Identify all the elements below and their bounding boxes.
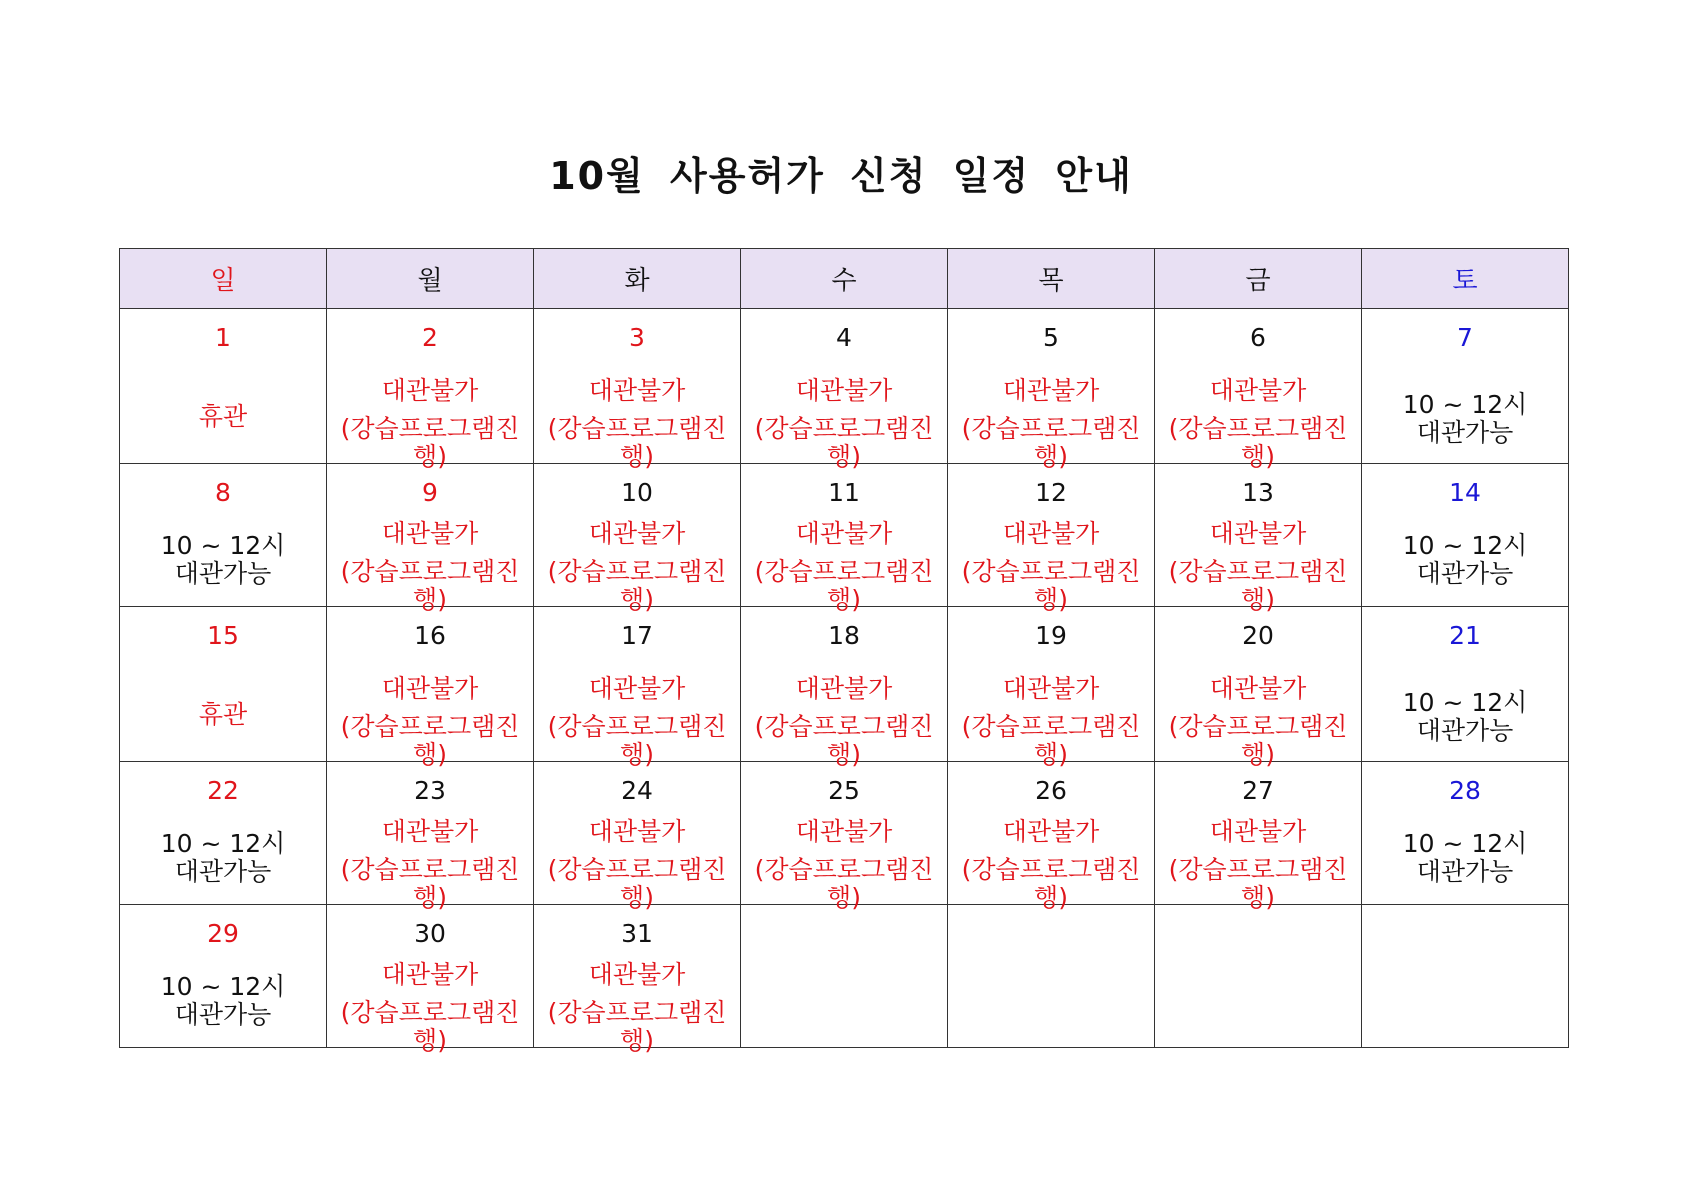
blocked-status (741, 520, 947, 614)
day-number: 25 (828, 776, 860, 805)
day-number: 10 (621, 478, 653, 507)
status-line2: 대관가능 (1416, 559, 1514, 588)
day-cell (741, 762, 948, 912)
week-row-1 (120, 309, 1569, 464)
status-line1: 대관불가 (588, 674, 686, 703)
available-status (120, 830, 326, 886)
day-cell (120, 762, 327, 905)
blocked-status (327, 520, 533, 614)
day-number: 30 (414, 919, 446, 948)
status-line1: 대관불가 (588, 960, 686, 989)
status-line2: 대관가능 (174, 857, 272, 886)
day-cell (948, 464, 1155, 614)
blocked-status (1155, 377, 1361, 471)
available-status (120, 973, 326, 1029)
status-line2: (강습프로그램진행) (1168, 855, 1348, 912)
status-line2: (강습프로그램진행) (547, 855, 727, 912)
available-status (1362, 830, 1568, 886)
status-line2: (강습프로그램진행) (547, 712, 727, 769)
status-line1: 10 ~ 12시 (1402, 531, 1528, 560)
status-line2: 대관가능 (1416, 418, 1514, 447)
day-cell (741, 464, 948, 614)
day-cell (327, 762, 534, 912)
page-title: 10월 사용허가 신청 일정 안내 (549, 154, 1133, 198)
day-number: 11 (828, 478, 860, 507)
available-status (1362, 391, 1568, 447)
week-row-3 (120, 607, 1569, 762)
status-line2: (강습프로그램진행) (340, 855, 520, 912)
status-line2: (강습프로그램진행) (754, 712, 934, 769)
status-line1: 대관불가 (381, 519, 479, 548)
day-number: 28 (1449, 776, 1481, 805)
status-line2: (강습프로그램진행) (961, 712, 1141, 769)
status-line2: (강습프로그램진행) (754, 557, 934, 614)
blocked-status (741, 818, 947, 912)
day-cell (327, 464, 534, 614)
day-number: 20 (1242, 621, 1274, 650)
day-number: 15 (207, 621, 239, 650)
week-row-2 (120, 464, 1569, 607)
day-number: 17 (621, 621, 653, 650)
day-number: 2 (422, 323, 438, 352)
available-status (1362, 532, 1568, 588)
status-line1: 대관불가 (795, 376, 893, 405)
status-line2: (강습프로그램진행) (754, 414, 934, 471)
day-cell (120, 905, 327, 1048)
day-cell (948, 762, 1155, 912)
blocked-status (327, 818, 533, 912)
status-line1: 대관불가 (795, 674, 893, 703)
empty-day-cell (948, 905, 1155, 1048)
weekday-header-tue: 화 (534, 249, 741, 309)
status-line2: 대관가능 (174, 559, 272, 588)
day-cell (327, 905, 534, 1055)
day-number: 8 (215, 478, 231, 507)
status-line1: 10 ~ 12시 (160, 972, 286, 1001)
day-cell (948, 607, 1155, 769)
day-number: 4 (836, 323, 852, 352)
blocked-status (534, 818, 740, 912)
day-number: 26 (1035, 776, 1067, 805)
status-line1: 대관불가 (381, 817, 479, 846)
status-line2: 대관가능 (1416, 857, 1514, 886)
status-line2: 대관가능 (174, 1000, 272, 1029)
blocked-status (534, 377, 740, 471)
day-cell (1155, 309, 1362, 471)
day-cell (534, 762, 741, 912)
status-line2: 대관가능 (1416, 716, 1514, 745)
blocked-status (327, 675, 533, 769)
day-cell (948, 309, 1155, 471)
status-line2: (강습프로그램진행) (547, 414, 727, 471)
day-cell (120, 607, 327, 762)
day-cell (1155, 762, 1362, 912)
weekday-header-sun: 일 (120, 249, 327, 309)
day-cell (120, 464, 327, 607)
status-line2: (강습프로그램진행) (754, 855, 934, 912)
day-number: 16 (414, 621, 446, 650)
day-number: 31 (621, 919, 653, 948)
status-line1: 대관불가 (588, 376, 686, 405)
blocked-status (1155, 818, 1361, 912)
closed-status: 휴관 (198, 700, 248, 729)
status-line2: (강습프로그램진행) (961, 855, 1141, 912)
day-cell (534, 905, 741, 1055)
blocked-status (948, 377, 1154, 471)
day-number: 18 (828, 621, 860, 650)
week-row-5 (120, 905, 1569, 1048)
day-number: 12 (1035, 478, 1067, 507)
day-cell (534, 464, 741, 614)
day-number: 5 (1043, 323, 1059, 352)
status-line1: 대관불가 (1209, 674, 1307, 703)
day-cell (1362, 309, 1569, 464)
day-cell (1155, 607, 1362, 769)
day-cell (741, 309, 948, 471)
status-line1: 대관불가 (588, 817, 686, 846)
blocked-status (534, 520, 740, 614)
empty-day-cell (1362, 905, 1569, 1048)
status-line2: (강습프로그램진행) (961, 414, 1141, 471)
status-line1: 대관불가 (381, 960, 479, 989)
day-number: 23 (414, 776, 446, 805)
blocked-status (1155, 675, 1361, 769)
status-line2: (강습프로그램진행) (340, 414, 520, 471)
day-cell (120, 309, 327, 464)
status-line1: 대관불가 (1002, 376, 1100, 405)
day-cell (327, 607, 534, 769)
status-line2: (강습프로그램진행) (1168, 557, 1348, 614)
day-number: 29 (207, 919, 239, 948)
day-cell (1362, 762, 1569, 905)
status-line2: (강습프로그램진행) (547, 557, 727, 614)
day-number: 22 (207, 776, 239, 805)
status-line2: (강습프로그램진행) (1168, 712, 1348, 769)
day-cell (1362, 464, 1569, 607)
status-line1: 10 ~ 12시 (160, 829, 286, 858)
weekday-header-wed: 수 (741, 249, 948, 309)
status-line1: 대관불가 (588, 519, 686, 548)
available-status (1362, 689, 1568, 745)
blocked-status (1155, 520, 1361, 614)
blocked-status (534, 961, 740, 1055)
empty-day-cell (741, 905, 948, 1048)
status-line1: 대관불가 (1209, 376, 1307, 405)
empty-day-cell (1155, 905, 1362, 1048)
status-line1: 대관불가 (1002, 817, 1100, 846)
weekday-header-sat: 토 (1362, 249, 1569, 309)
day-number: 3 (629, 323, 645, 352)
day-cell (1155, 464, 1362, 614)
closed-status: 휴관 (198, 402, 248, 431)
blocked-status (948, 818, 1154, 912)
status-line1: 10 ~ 12시 (160, 531, 286, 560)
status-line1: 대관불가 (1209, 817, 1307, 846)
status-line1: 대관불가 (1209, 519, 1307, 548)
day-number: 27 (1242, 776, 1274, 805)
week-row-4 (120, 762, 1569, 905)
status-line1: 대관불가 (795, 817, 893, 846)
day-cell (1362, 607, 1569, 762)
day-number: 6 (1250, 323, 1266, 352)
blocked-status (327, 961, 533, 1055)
weekday-header-thu: 목 (948, 249, 1155, 309)
day-number: 19 (1035, 621, 1067, 650)
day-cell (534, 607, 741, 769)
day-number: 1 (215, 323, 231, 352)
available-status (120, 532, 326, 588)
calendar-table (119, 248, 1569, 1055)
status-line1: 10 ~ 12시 (1402, 390, 1528, 419)
day-number: 14 (1449, 478, 1481, 507)
blocked-status (948, 675, 1154, 769)
status-line2: (강습프로그램진행) (340, 998, 520, 1055)
blocked-status (327, 377, 533, 471)
day-number: 24 (621, 776, 653, 805)
weekday-header-row (120, 249, 1569, 309)
blocked-status (534, 675, 740, 769)
status-line2: (강습프로그램진행) (961, 557, 1141, 614)
weekday-header-mon: 월 (327, 249, 534, 309)
status-line1: 10 ~ 12시 (1402, 829, 1528, 858)
status-line2: (강습프로그램진행) (1168, 414, 1348, 471)
status-line2: (강습프로그램진행) (547, 998, 727, 1055)
status-line2: (강습프로그램진행) (340, 557, 520, 614)
day-number: 7 (1457, 323, 1473, 352)
status-line1: 대관불가 (1002, 519, 1100, 548)
weekday-header-fri: 금 (1155, 249, 1362, 309)
blocked-status (741, 377, 947, 471)
day-number: 9 (422, 478, 438, 507)
status-line1: 대관불가 (381, 674, 479, 703)
day-cell (327, 309, 534, 471)
blocked-status (741, 675, 947, 769)
status-line1: 대관불가 (795, 519, 893, 548)
status-line2: (강습프로그램진행) (340, 712, 520, 769)
status-line1: 대관불가 (381, 376, 479, 405)
day-cell (741, 607, 948, 769)
status-line1: 10 ~ 12시 (1402, 688, 1528, 717)
day-number: 21 (1449, 621, 1481, 650)
blocked-status (948, 520, 1154, 614)
day-cell (534, 309, 741, 471)
status-line1: 대관불가 (1002, 674, 1100, 703)
day-number: 13 (1242, 478, 1274, 507)
